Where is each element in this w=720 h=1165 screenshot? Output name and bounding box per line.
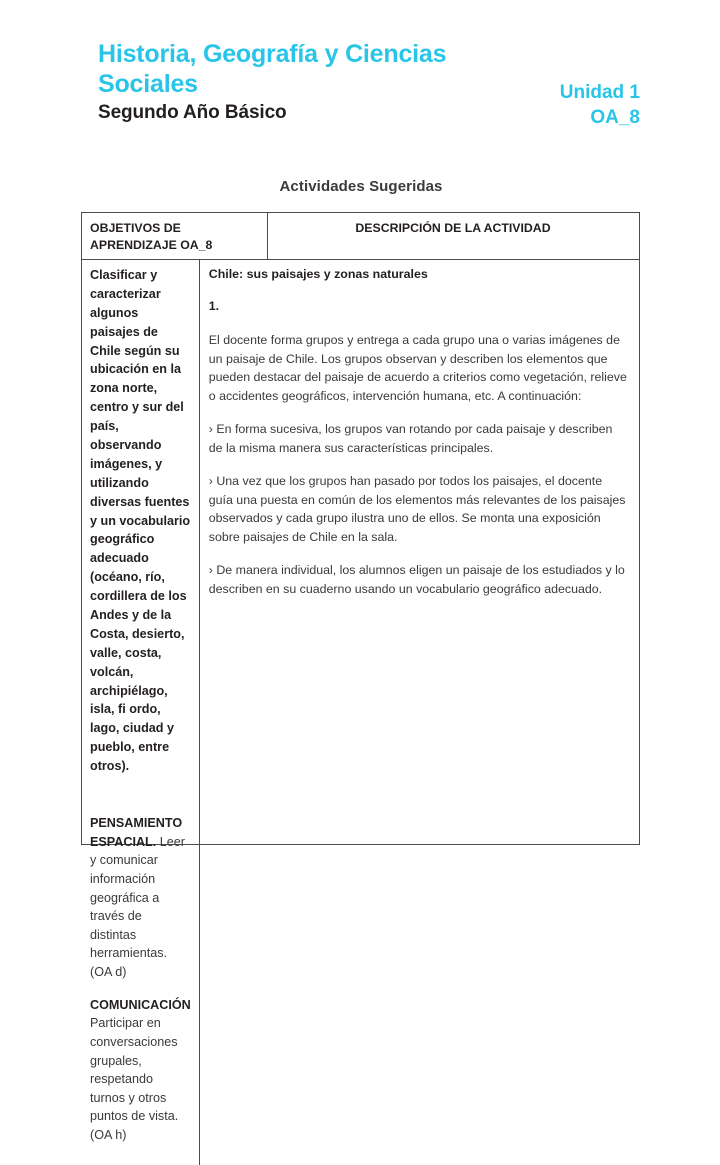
activity-bullet-1-text: En forma sucesiva, los grupos van rotando por cada paisaje y describen de la misma manera sus características principales.	[208, 422, 613, 455]
activity-bullet-3	[209, 561, 629, 599]
table-body-row	[82, 260, 639, 1165]
bullet-marker-icon: ›	[208, 422, 213, 437]
table-header-cell-description	[268, 213, 639, 259]
document-header	[98, 40, 640, 130]
cell-spacer	[90, 776, 191, 814]
table-cell-description	[200, 260, 639, 1165]
table-header-row	[82, 213, 639, 260]
skill-text-communication: Participar en conversaciones grupales, respetando turnos y otros puntos de vista. (OA h)	[90, 1016, 179, 1143]
column-header-description-label: DESCRIPCIÓN DE LA ACTIVIDAD	[355, 221, 551, 235]
activity-number: 1.	[208, 299, 220, 314]
activity-bullet-2-text: Una vez que los grupos han pasado por todos los paisajes, el docente guía una puesta en común de los elementos más relevantes de los paisajes observados y cada grupo ilustra uno de ellos. Se monta una exposición sobre paisajes de Chile en la sala.	[208, 473, 626, 545]
activity-bullet-2	[209, 472, 629, 547]
skill-text-spatial-thinking: Leer y comunicar información geográfica a través de distintas herramientas. (OA d)	[90, 834, 185, 980]
bullet-marker-icon: ›	[208, 563, 213, 578]
skill-item-spatial-thinking	[90, 814, 191, 982]
activity-title: Chile: sus paisajes y zonas naturales	[208, 267, 428, 281]
subject-title: Historia, Geografía y Ciencias Sociales	[98, 40, 447, 98]
section-title: Actividades Sugeridas	[279, 178, 443, 195]
activity-bullet-1	[209, 420, 629, 458]
bullet-marker-icon: ›	[208, 473, 213, 488]
oa-code-label: OA_8	[590, 107, 640, 129]
skill-name-communication: COMUNICACIÓN	[90, 997, 191, 1012]
skill-name-spatial-thinking: PENSAMIENTO ESPACIAL.	[90, 816, 183, 849]
activity-bullet-3-text: De manera individual, los alumnos eligen un paisaje de los estudiados y lo describen en su cuaderno usando un vocabulario geográfico adecuado.	[208, 563, 625, 596]
grade-title: Segundo Año Básico	[98, 102, 287, 123]
unit-label: Unidad 1	[559, 82, 640, 103]
skill-item-communication	[90, 996, 191, 1145]
table-cell-objectives	[82, 260, 200, 1165]
header-grid	[98, 40, 640, 130]
learning-objective-text: Clasificar y caracterizar algunos paisajes de Chile según su ubicación en la zona norte, centro y sur del país, observando imágenes, y utilizando diversas fuentes y un vocabulario geográfico adecuado (océano, río, cordillera de los Andes y de la Costa, desierto, valle, costa, volcán, archipiélago, isla, fi ordo, lago, ciudad y pueblo, entre otros).	[90, 268, 191, 774]
header-right-block	[485, 40, 640, 130]
activities-table	[81, 212, 640, 1143]
column-header-objectives-label: OBJETIVOS DE APRENDIZAJE OA_8	[90, 221, 213, 253]
header-left-block	[98, 40, 485, 125]
activity-intro-paragraph: El docente forma grupos y entrega a cada grupo una o varias imágenes de un paisaje de Chile. Los grupos observan y describen los elementos que pueden destacar del paisaje de acuerdo a criterios como vegetación, relieve o accidentes geográficos, intervención humana, etc. A continuación:	[208, 332, 627, 404]
table-header-cell-objectives	[82, 213, 268, 259]
